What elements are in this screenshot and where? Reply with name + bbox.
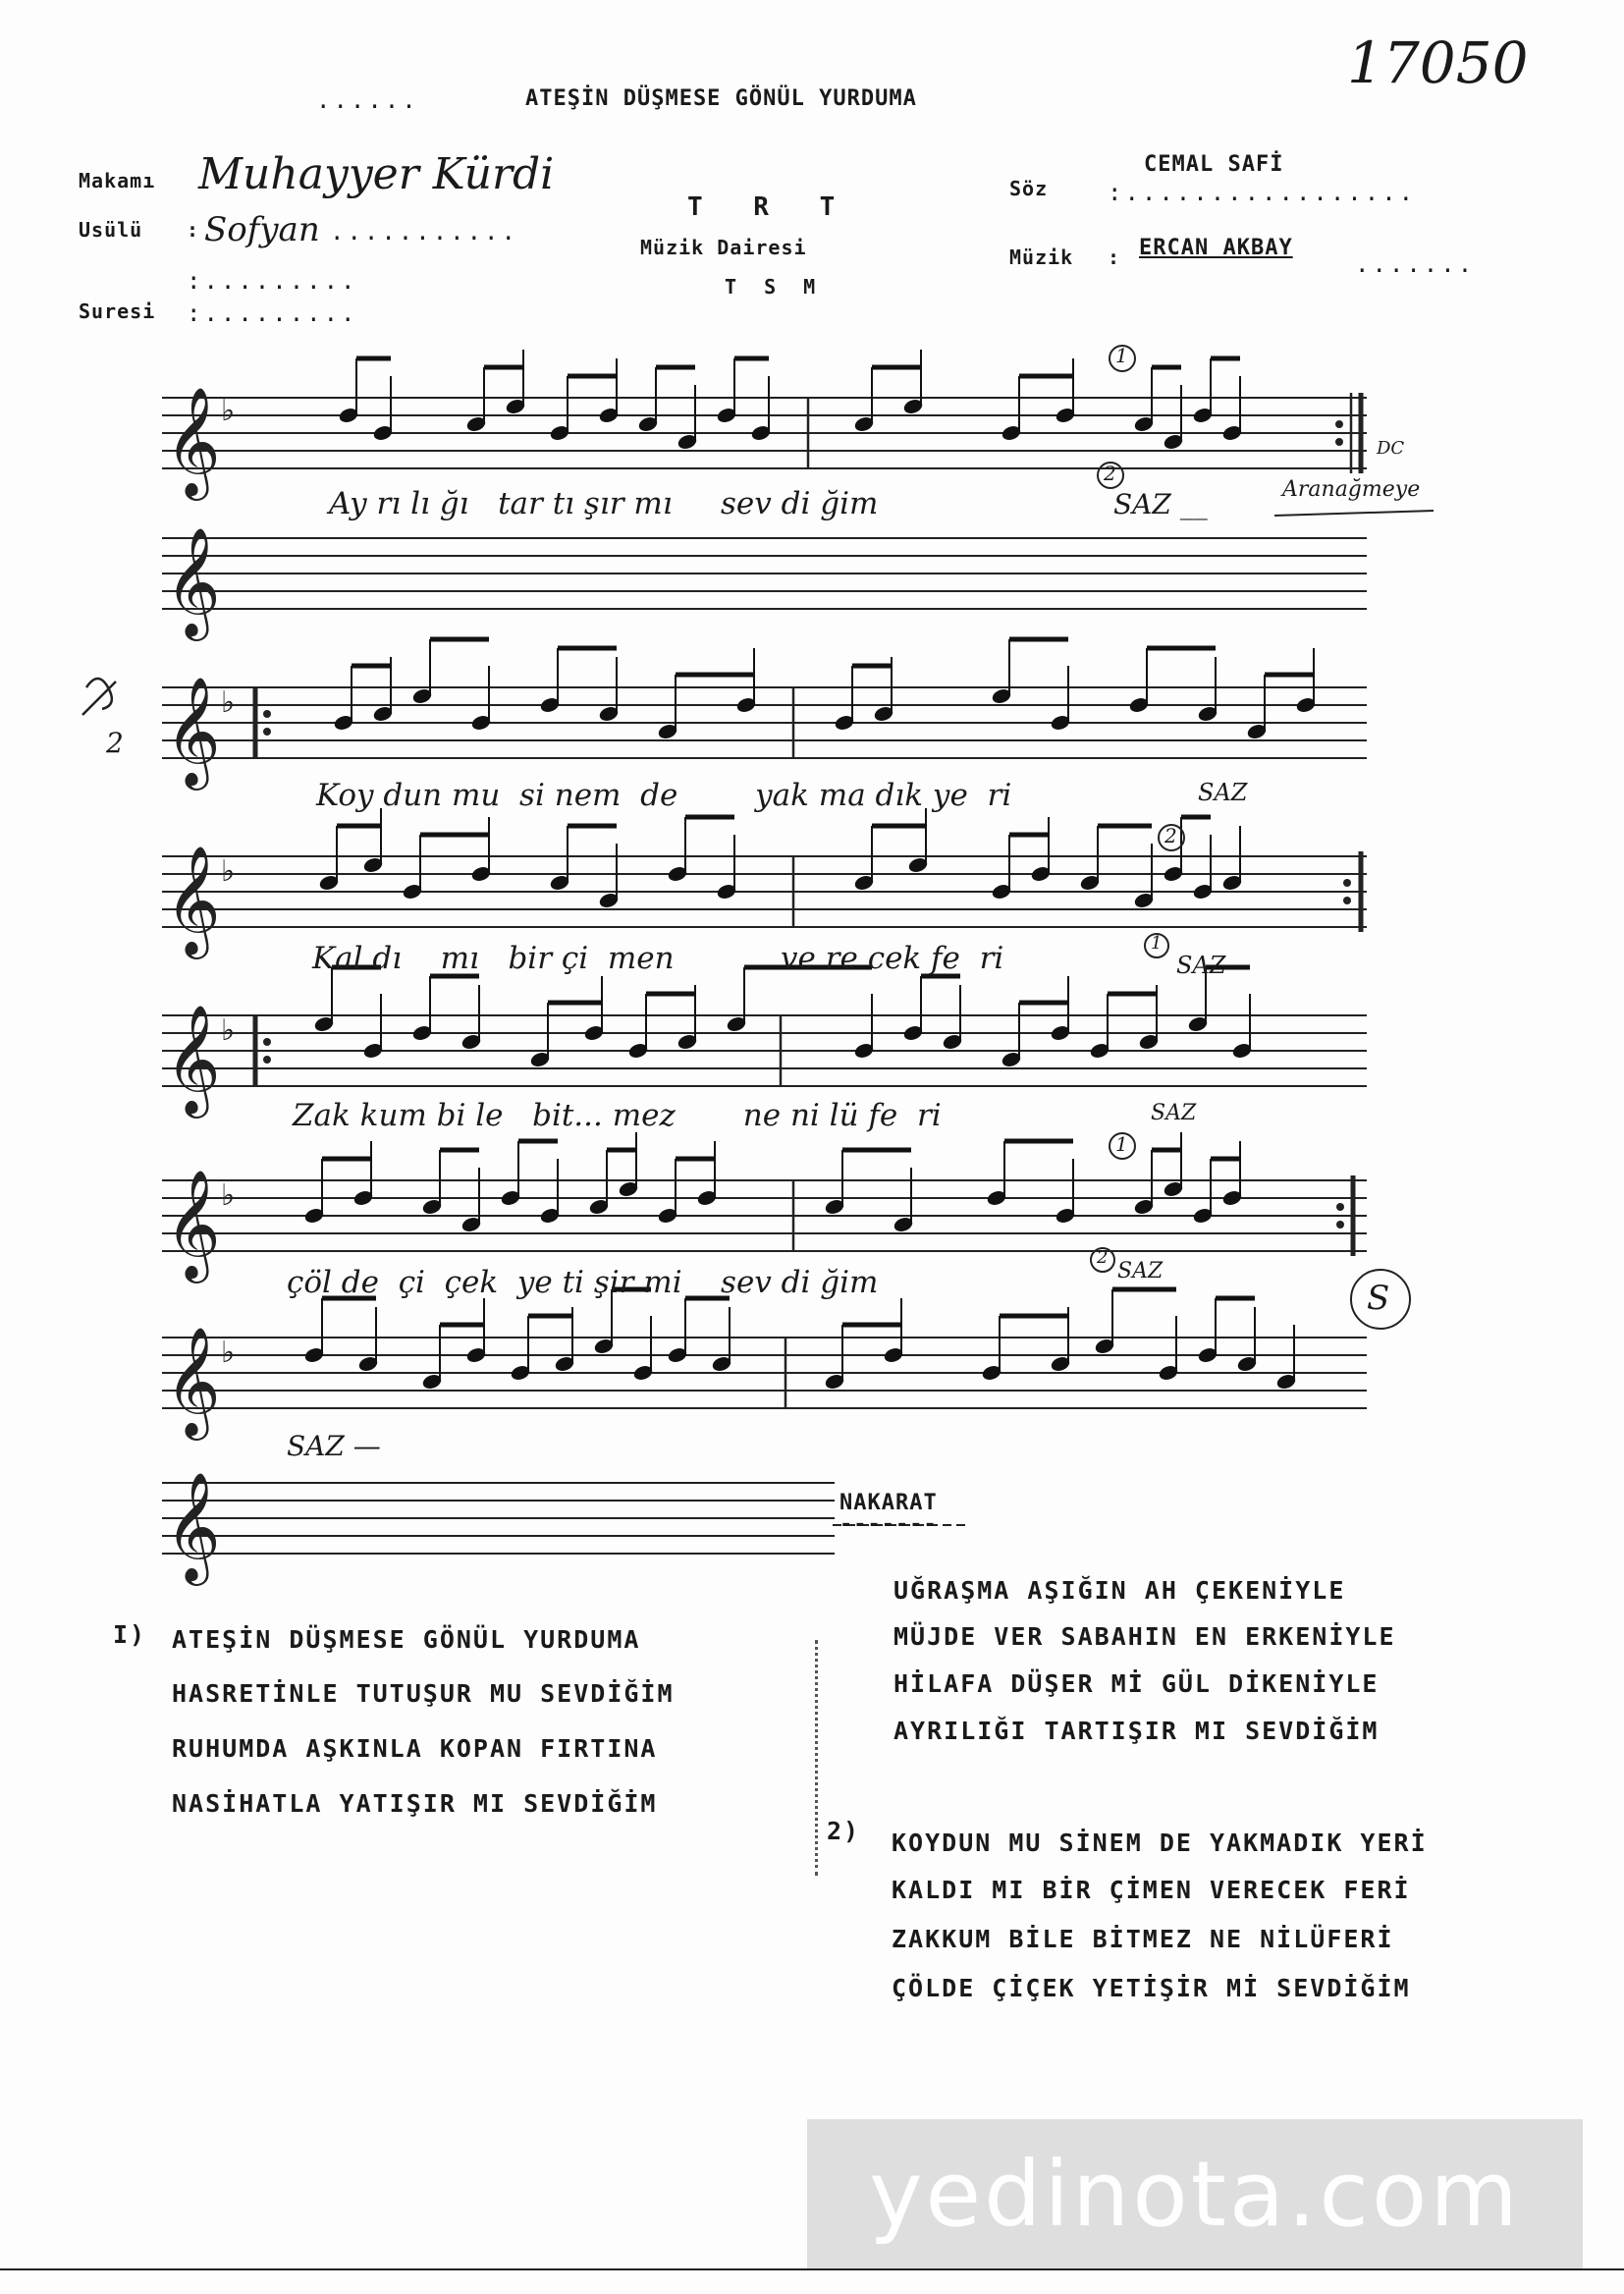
nakarat-underline: ------- xyxy=(839,1512,938,1537)
saz-annotation: SAZ xyxy=(1117,1259,1164,1284)
flat-sign: ♭ xyxy=(221,394,236,428)
verse-number: 2) xyxy=(827,1817,861,1845)
treble-clef: 𝄞 xyxy=(165,1004,221,1114)
saz-annotation: SAZ — xyxy=(287,1430,381,1462)
verse-line: ZAKKUM BİLE BİTMEZ NE NİLÜFERİ xyxy=(892,1925,1394,1953)
soz-value: CEMAL SAFİ xyxy=(1144,152,1284,177)
column-separator xyxy=(815,1640,818,1876)
treble-clef: 𝄞 xyxy=(165,526,221,636)
aranagme-annotation: Aranağmeye xyxy=(1282,477,1421,502)
repeat-dot xyxy=(1343,897,1351,904)
extra-dots: :......... xyxy=(187,267,358,295)
lyric-line: Zak kum bi le bit... mez ne ni lü fe ri xyxy=(293,1098,942,1133)
verse-line: ÇÖLDE ÇİÇEK YETİŞİR Mİ SEVDİĞİM xyxy=(892,1974,1411,2002)
lyric-line: Kal dı mı bir çi men ve re cek fe ri xyxy=(312,941,1004,976)
title-leading-dots: ...... xyxy=(316,86,419,114)
flat-sign: ♭ xyxy=(221,1178,236,1213)
stamp-trt: T R T xyxy=(687,192,853,222)
stamp-tsm: T S M xyxy=(725,275,824,299)
treble-clef: 𝄞 xyxy=(165,386,221,496)
usul-label: Usülü xyxy=(79,218,143,242)
segno-sign xyxy=(82,679,116,715)
segno-circle-label: S xyxy=(1367,1279,1390,1318)
usul-colon: : xyxy=(187,218,200,242)
repeat-dot xyxy=(1335,420,1343,428)
treble-clef: 𝄞 xyxy=(165,1169,221,1279)
saz-annotation: SAZ __ xyxy=(1113,488,1208,520)
treble-clef: 𝄞 xyxy=(165,1471,221,1581)
treble-clefs xyxy=(165,386,221,1586)
lyric-line: çöl de çi çek ye ti şir mi sev di ğim xyxy=(287,1265,879,1300)
usul-value: Sofyan xyxy=(204,210,320,249)
repeat-dot xyxy=(1335,438,1343,446)
repeat-dot xyxy=(263,1038,271,1046)
staff-6 xyxy=(162,1180,1367,1251)
makam-label: Makamı xyxy=(79,169,156,192)
muzik-colon: : xyxy=(1108,246,1121,269)
verse-line: KOYDUN MU SİNEM DE YAKMADIK YERİ xyxy=(892,1829,1428,1857)
staff-4 xyxy=(162,856,1367,927)
key-signature-flats xyxy=(221,394,235,1370)
staff-2 xyxy=(162,538,1367,609)
verse-line: HASRETİNLE TUTUŞUR MU SEVDİĞİM xyxy=(172,1679,675,1708)
makam-value: Muhayyer Kürdi xyxy=(198,149,555,199)
muzik-dots: ....... xyxy=(1355,250,1476,278)
verse-number: I) xyxy=(113,1620,147,1649)
circle-number: 2 xyxy=(1104,462,1116,485)
nakarat-line: UĞRAŞMA AŞIĞIN AH ÇEKENİYLE xyxy=(893,1576,1346,1605)
dc-annotation: DC xyxy=(1377,438,1405,459)
verse-line: ATEŞİN DÜŞMESE GÖNÜL YURDUMA xyxy=(172,1625,641,1654)
circle-number: 1 xyxy=(1151,933,1163,954)
flat-sign: ♭ xyxy=(221,685,236,720)
verse-line: KALDI MI BİR ÇİMEN VERECEK FERİ xyxy=(892,1876,1411,1904)
repeat-dot xyxy=(263,710,271,718)
nakarat-line: MÜJDE VER SABAHIN EN ERKENİYLE xyxy=(893,1622,1396,1651)
repeat-dot xyxy=(1336,1203,1344,1211)
saz-annotation: SAZ xyxy=(1151,1101,1197,1125)
segno-number: 2 xyxy=(106,727,124,759)
staff-5 xyxy=(162,1015,1367,1086)
watermark-text: yedinota.com xyxy=(869,2141,1521,2247)
bottom-rule xyxy=(0,2268,1624,2270)
repeat-dot xyxy=(1336,1221,1344,1229)
circle-number: 1 xyxy=(1115,344,1128,367)
usul-dots: ........... xyxy=(330,218,518,246)
lyric-line: Koy dun mu si nem de yak ma dık ye ri xyxy=(316,778,1012,813)
repeat-dot xyxy=(1343,879,1351,887)
bar-lines xyxy=(255,393,1361,1408)
circle-number: 1 xyxy=(1115,1132,1128,1156)
stamp-dept: Müzik Dairesi xyxy=(640,236,807,259)
saz-annotation: SAZ xyxy=(1176,952,1226,979)
circle-number: 2 xyxy=(1097,1247,1109,1268)
repeat-dot xyxy=(263,728,271,736)
staff-8 xyxy=(162,1483,835,1554)
verse-line: NASİHATLA YATIŞIR MI SEVDİĞİM xyxy=(172,1789,658,1818)
watermark-banner xyxy=(807,2119,1583,2268)
song-title: ATEŞİN DÜŞMESE GÖNÜL YURDUMA xyxy=(525,86,917,111)
soz-dots: :................. xyxy=(1108,179,1417,206)
muzik-value: ERCAN AKBAY xyxy=(1139,236,1293,260)
flat-sign: ♭ xyxy=(221,1013,236,1048)
nakarat-line: HİLAFA DÜŞER Mİ GÜL DİKENİYLE xyxy=(893,1669,1380,1698)
flat-sign: ♭ xyxy=(221,1336,236,1370)
staff-7 xyxy=(162,1338,1367,1408)
repeat-dot xyxy=(263,1056,271,1064)
soz-label: Söz xyxy=(1009,177,1049,200)
saz-annotation: SAZ xyxy=(1198,779,1248,806)
suresi-dots: :......... xyxy=(187,300,358,327)
treble-clef: 𝄞 xyxy=(165,1326,221,1436)
treble-clef: 𝄞 xyxy=(165,845,221,955)
suresi-label: Suresi xyxy=(79,300,156,323)
verse-line: RUHUMDA AŞKINLA KOPAN FIRTINA xyxy=(172,1734,658,1763)
circle-number: 2 xyxy=(1164,824,1177,847)
lyric-line: Ay rı lı ğı tar tı şır mı sev di ğim xyxy=(329,486,879,521)
catalog-number: 17050 xyxy=(1347,29,1529,96)
nakarat-line: AYRILIĞI TARTIŞIR MI SEVDİĞİM xyxy=(893,1717,1380,1745)
muzik-label: Müzik xyxy=(1009,246,1074,269)
treble-clef: 𝄞 xyxy=(165,676,221,786)
nakarat-label: NAKARAT xyxy=(839,1491,938,1515)
flat-sign: ♭ xyxy=(221,854,236,889)
